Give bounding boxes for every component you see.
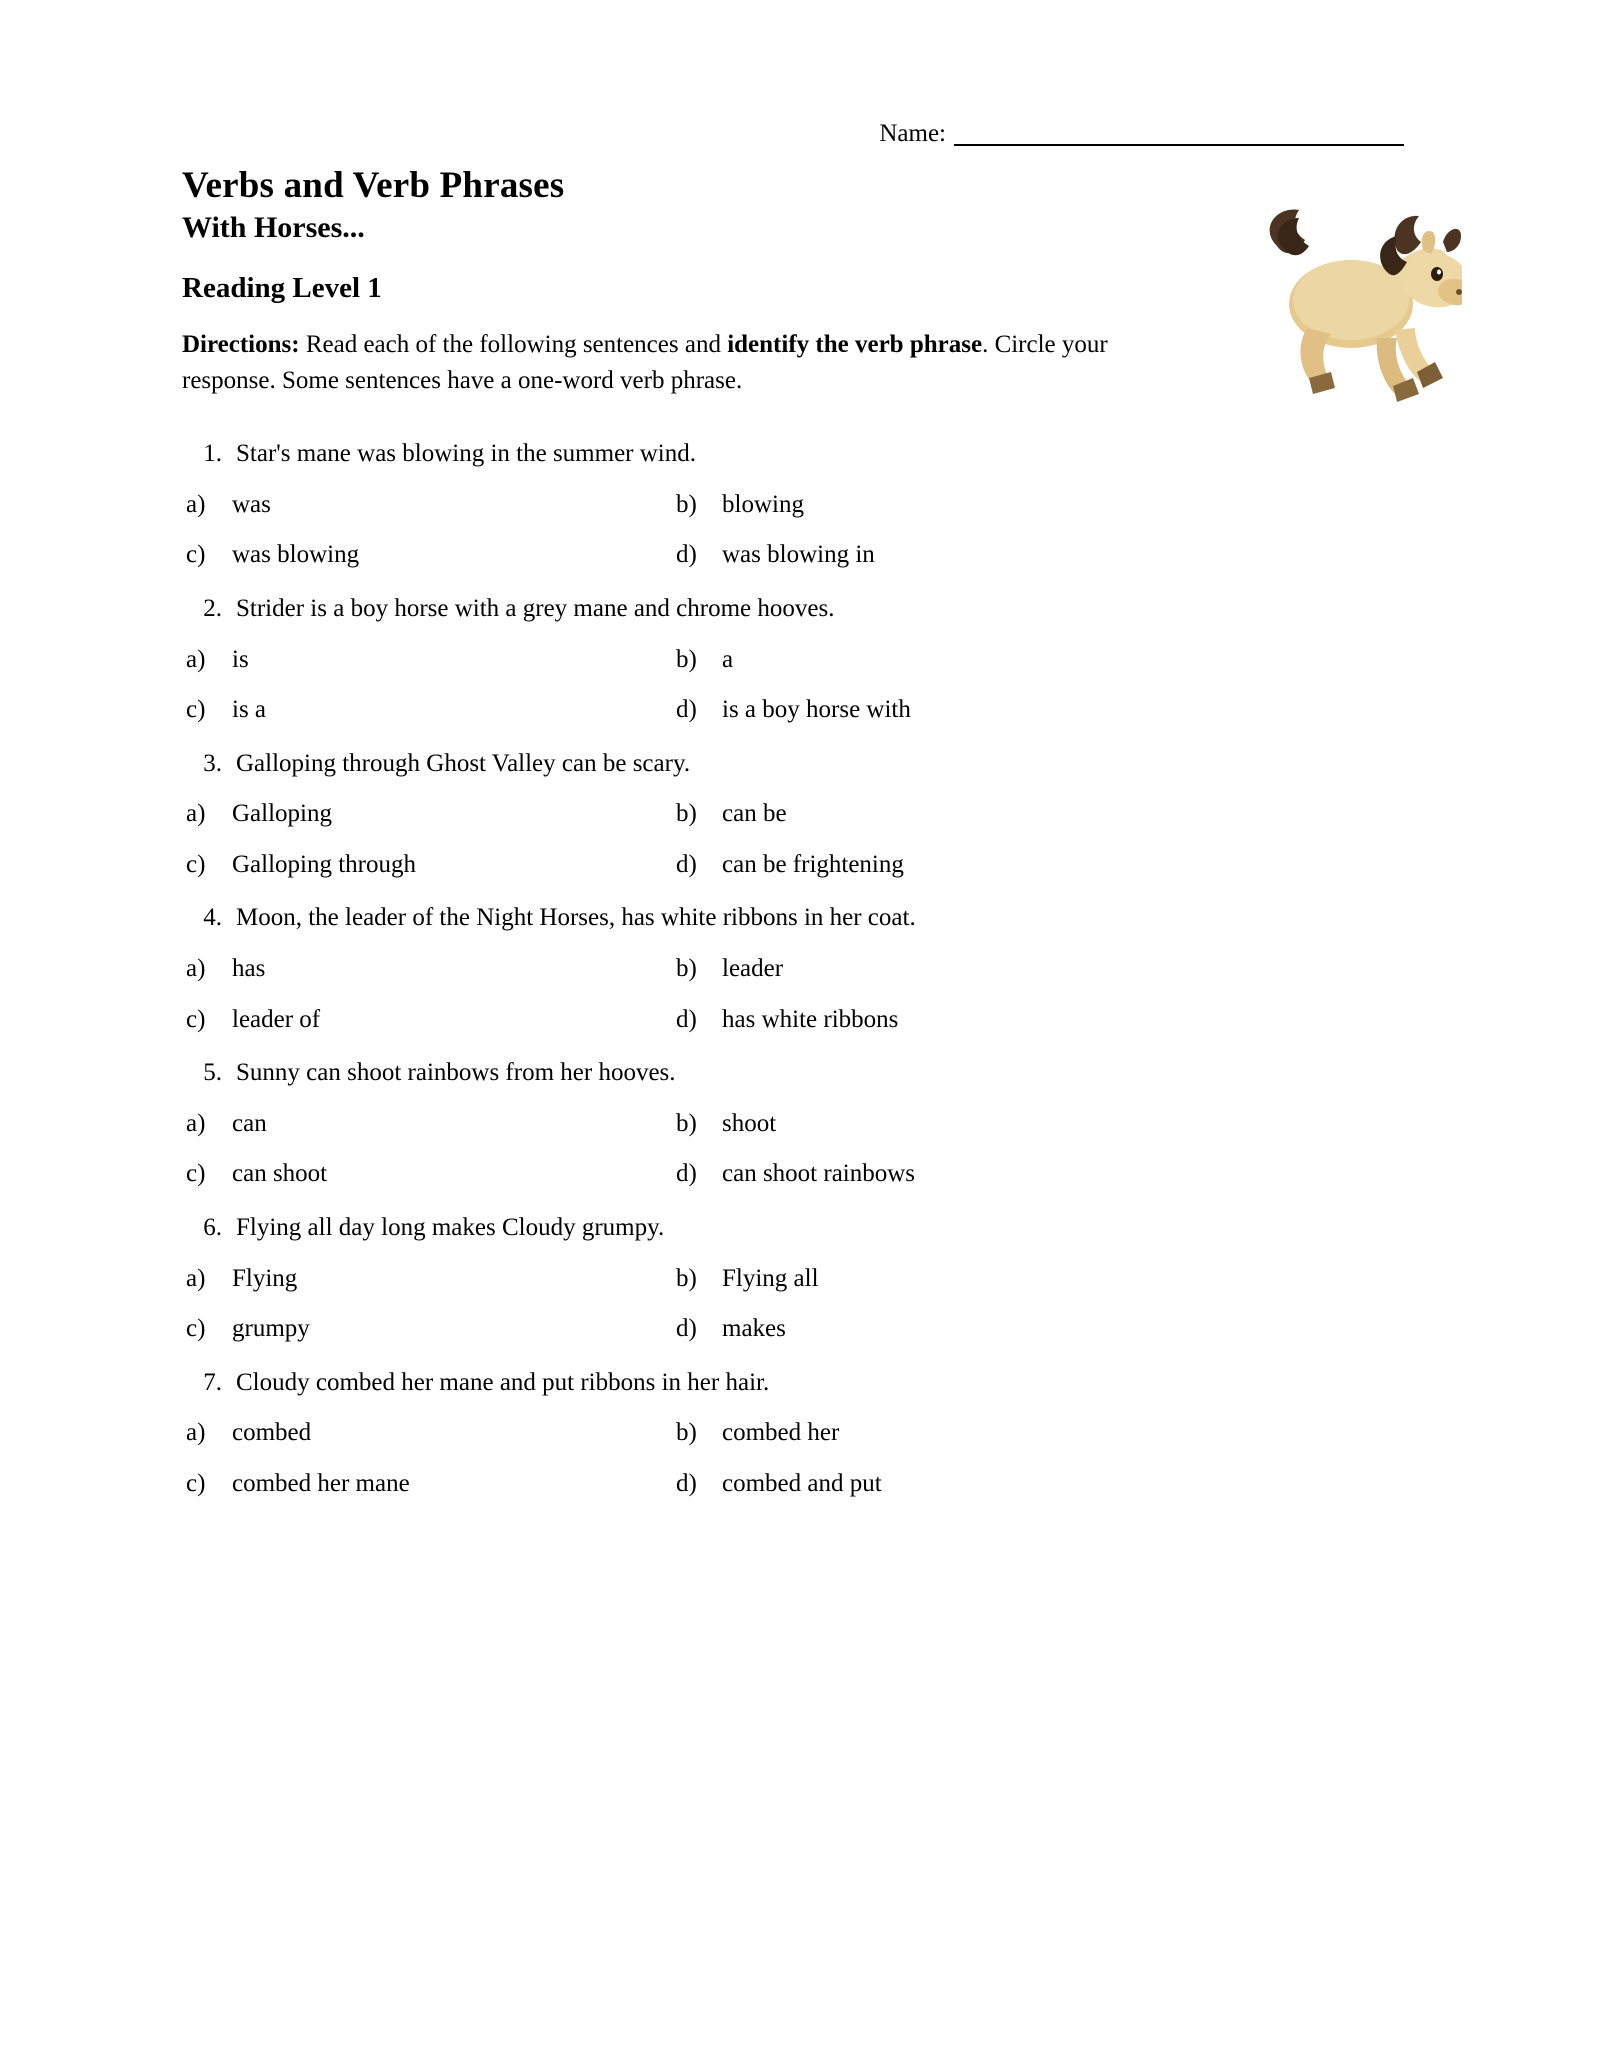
choice-letter: c) (186, 1315, 206, 1343)
choice-option[interactable] (182, 798, 676, 831)
choice-text: combed her mane (232, 1469, 410, 1497)
question-text (182, 1366, 1422, 1400)
choice-text: combed and put (722, 1469, 882, 1497)
choices-row (182, 694, 1422, 727)
choice-text: Galloping through (232, 850, 417, 878)
question-sentence: Star's mane was blowing in the summer wind. (236, 440, 696, 468)
question-text (182, 1211, 1422, 1245)
choice-letter: d) (676, 1469, 697, 1497)
choices-row (182, 1158, 1422, 1191)
choice-option[interactable] (182, 1108, 676, 1141)
choice-option[interactable] (676, 1417, 1156, 1450)
question-number: 3. (203, 749, 222, 777)
page-title: Verbs and Verb Phrases (182, 165, 565, 206)
choice-letter: d) (676, 1160, 697, 1188)
question-item (182, 592, 1422, 727)
choice-letter: b) (676, 800, 697, 828)
choice-option[interactable] (676, 1108, 1156, 1141)
choice-letter: b) (676, 1419, 697, 1447)
choice-option[interactable] (676, 1263, 1156, 1296)
question-number: 2. (203, 594, 222, 622)
choice-text: blowing (722, 490, 804, 518)
choice-option[interactable] (676, 798, 1156, 831)
question-number: 5. (203, 1059, 222, 1087)
question-item (182, 1056, 1422, 1191)
choice-letter: a) (186, 490, 206, 518)
choice-option[interactable] (676, 1468, 1156, 1501)
name-label: Name: (879, 120, 946, 147)
choice-text: can (232, 1109, 267, 1137)
question-sentence: Sunny can shoot rainbows from her hooves. (236, 1059, 676, 1087)
choice-letter: a) (186, 1419, 206, 1447)
choice-option[interactable] (182, 1468, 676, 1501)
choice-letter: b) (676, 490, 697, 518)
choice-text: has (232, 955, 266, 983)
choices-row (182, 953, 1422, 986)
choice-option[interactable] (182, 849, 676, 882)
choice-text: can be (722, 800, 787, 828)
choice-option[interactable] (182, 489, 676, 522)
directions-paragraph (182, 327, 1142, 400)
question-sentence: Flying all day long makes Cloudy grumpy. (236, 1213, 665, 1241)
choice-text: shoot (722, 1109, 777, 1137)
question-sentence: Cloudy combed her mane and put ribbons in her hair. (236, 1368, 770, 1396)
choice-letter: b) (676, 1109, 697, 1137)
choice-text: was (232, 490, 271, 518)
choices-row (182, 1263, 1422, 1296)
choice-text: a (722, 645, 734, 673)
choices-row (182, 1004, 1422, 1037)
choice-letter: a) (186, 1109, 206, 1137)
choice-text: Galloping (232, 800, 332, 828)
choice-text: makes (722, 1315, 786, 1343)
choice-option[interactable] (676, 849, 1156, 882)
question-text (182, 901, 1422, 935)
choice-text: is a (232, 696, 267, 724)
choice-option[interactable] (676, 1004, 1156, 1037)
question-number: 7. (203, 1368, 222, 1396)
choice-letter: b) (676, 955, 697, 983)
question-sentence: Strider is a boy horse with a grey mane and chrome hooves. (236, 594, 835, 622)
choice-letter: d) (676, 1315, 697, 1343)
choice-text: combed her (722, 1419, 840, 1447)
choice-option[interactable] (676, 489, 1156, 522)
choice-text: Flying all (722, 1264, 819, 1292)
choice-option[interactable] (676, 1158, 1156, 1191)
question-item (182, 747, 1422, 882)
choice-text: grumpy (232, 1315, 310, 1343)
choices-row (182, 489, 1422, 522)
question-sentence: Galloping through Ghost Valley can be scary. (236, 749, 691, 777)
question-text (182, 747, 1422, 781)
directions-text-2: . Circle your response. Some sentences have a one-word verb phrase. (182, 330, 1108, 394)
question-text (182, 437, 1422, 471)
name-field-row (182, 120, 1422, 146)
choice-text: can be frightening (722, 850, 904, 878)
choice-option[interactable] (676, 694, 1156, 727)
choice-option[interactable] (676, 953, 1156, 986)
choices-row (182, 1108, 1422, 1141)
question-sentence: Moon, the leader of the Night Horses, has white ribbons in her coat. (236, 904, 916, 932)
choice-option[interactable] (182, 1313, 676, 1346)
questions-list (182, 437, 1422, 1500)
question-item (182, 1211, 1422, 1346)
choice-option[interactable] (182, 1158, 676, 1191)
directions-text-1: Read each of the following sentences and (299, 330, 728, 358)
choice-text: Flying (232, 1264, 298, 1292)
choice-letter: d) (676, 850, 697, 878)
choice-text: can shoot (232, 1160, 328, 1188)
choice-letter: c) (186, 1160, 206, 1188)
directions-emphasis: identify the verb phrase (727, 330, 983, 358)
choice-option[interactable] (182, 1417, 676, 1450)
choice-letter: b) (676, 1264, 697, 1292)
question-number: 1. (203, 440, 222, 468)
header-block (182, 164, 1422, 399)
choice-letter: c) (186, 541, 206, 569)
choice-text: was blowing in (722, 541, 875, 569)
choice-letter: a) (186, 645, 206, 673)
choices-row (182, 539, 1422, 572)
choices-row (182, 1313, 1422, 1346)
name-input-blank[interactable] (954, 120, 1404, 146)
choice-option[interactable] (182, 1263, 676, 1296)
choice-text: leader (722, 955, 784, 983)
choice-text: is a boy horse with (722, 696, 911, 724)
choice-letter: d) (676, 1005, 697, 1033)
choice-text: is (232, 645, 249, 673)
choices-row (182, 849, 1422, 882)
question-text (182, 592, 1422, 626)
choice-option[interactable] (676, 539, 1156, 572)
choice-letter: a) (186, 800, 206, 828)
choice-text: combed (232, 1419, 312, 1447)
choice-option[interactable] (676, 644, 1156, 677)
choices-row (182, 1417, 1422, 1450)
directions-prefix: Directions: (182, 330, 300, 358)
choice-option[interactable] (182, 644, 676, 677)
choice-letter: a) (186, 955, 206, 983)
choice-letter: a) (186, 1264, 206, 1292)
horse-illustration-icon (1247, 188, 1462, 418)
choice-text: can shoot rainbows (722, 1160, 916, 1188)
choice-letter: b) (676, 645, 697, 673)
choice-option[interactable] (676, 1313, 1156, 1346)
choice-text: has white ribbons (722, 1005, 899, 1033)
choices-row (182, 1468, 1422, 1501)
choice-letter: d) (676, 696, 697, 724)
choice-letter: c) (186, 1005, 206, 1033)
choice-option[interactable] (182, 953, 676, 986)
reading-level-heading: Reading Level 1 (182, 271, 382, 304)
choices-row (182, 798, 1422, 831)
choice-text: leader of (232, 1005, 321, 1033)
choices-row (182, 644, 1422, 677)
choice-letter: d) (676, 541, 697, 569)
question-number: 6. (203, 1213, 222, 1241)
question-item (182, 901, 1422, 1036)
choice-option[interactable] (182, 694, 676, 727)
choice-letter: c) (186, 850, 206, 878)
worksheet-content (182, 120, 1422, 1520)
choice-letter: c) (186, 696, 206, 724)
choice-letter: c) (186, 1469, 206, 1497)
page-subtitle: With Horses... (182, 210, 365, 244)
choice-option[interactable] (182, 1004, 676, 1037)
choice-text: was blowing (232, 541, 360, 569)
question-number: 4. (203, 904, 222, 932)
question-item (182, 1366, 1422, 1501)
question-text (182, 1056, 1422, 1090)
question-item (182, 437, 1422, 572)
choice-option[interactable] (182, 539, 676, 572)
